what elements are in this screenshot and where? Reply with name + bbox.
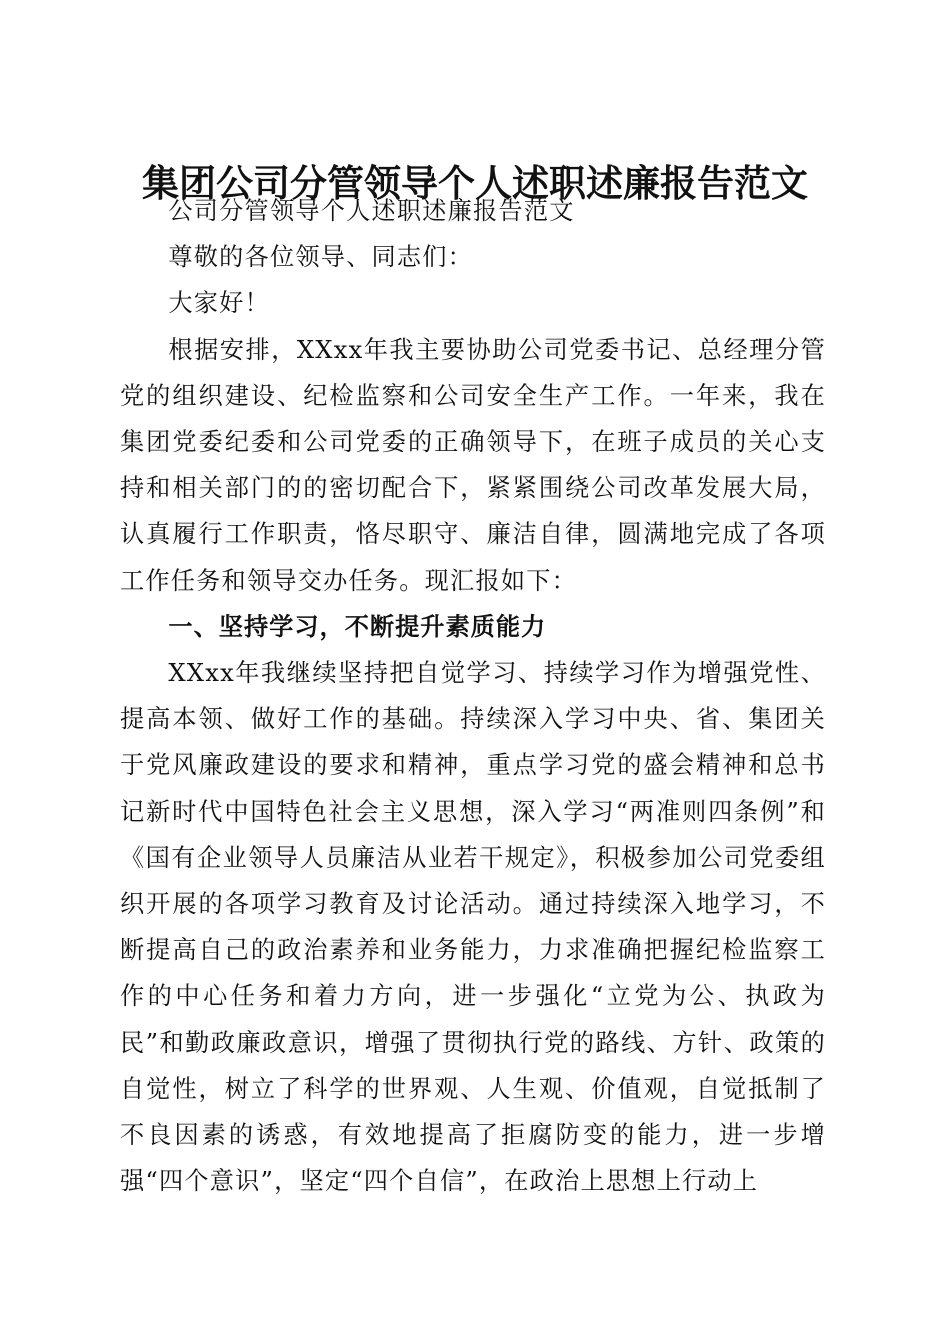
section-heading: 一、坚持学习，不断提升素质能力 (168, 612, 547, 641)
subtitle-paragraph: 公司分管领导个人述职述廉报告范文 (168, 197, 575, 225)
document-title: 集团公司分管领导个人述职述廉报告范文 (142, 160, 808, 205)
document-body (120, 188, 826, 1204)
section-body-paragraph: XXxx年我继续坚持把自觉学习、持续学习作为增强党性、提高本领、做好工作的基础。持续深入学习中央、省、集团关于党风廉政建设的要求和精神，重点学习党的盛会精神和总书记新时代中国特色社会主义思想，深入学习“两准则四条例”和《国有企业领导人员廉洁从业若干规定》，积极参加公司党委组织开展的各项学习教育及讨论活动。通过持续深入地学习，不断提高自己的政治素养和业务能力，力求准确把握纪检监察工作的中心任务和着力方向，进一步强化“立党为公、执政为民”和勤政廉政意识，增强了贯彻执行党的路线、方针、政策的自觉性，树立了科学的世界观、人生观、价值观，自觉抵制了不良因素的诱惑，有效地提高了拒腐防变的能力，进一步增强“四个意识”，坚定“四个自信”，在政治上思想上行动上 (120, 659, 826, 1196)
greeting-paragraph: 大家好！ (168, 289, 270, 318)
salutation-paragraph: 尊敬的各位领导、同志们： (168, 243, 474, 272)
intro-paragraph: 根据安排，XXxx年我主要协助公司党委书记、总经理分管党的组织建设、纪检监察和公司安全生产工作。一年来，我在集团党委纪委和公司党委的正确领导下，在班子成员的关心支持和相关部门的的密切配合下，紧紧围绕公司改革发展大局，认真履行工作职责，恪尽职守、廉洁自律，圆满地完成了各项工作任务和领导交办任务。现汇报如下： (120, 335, 826, 595)
